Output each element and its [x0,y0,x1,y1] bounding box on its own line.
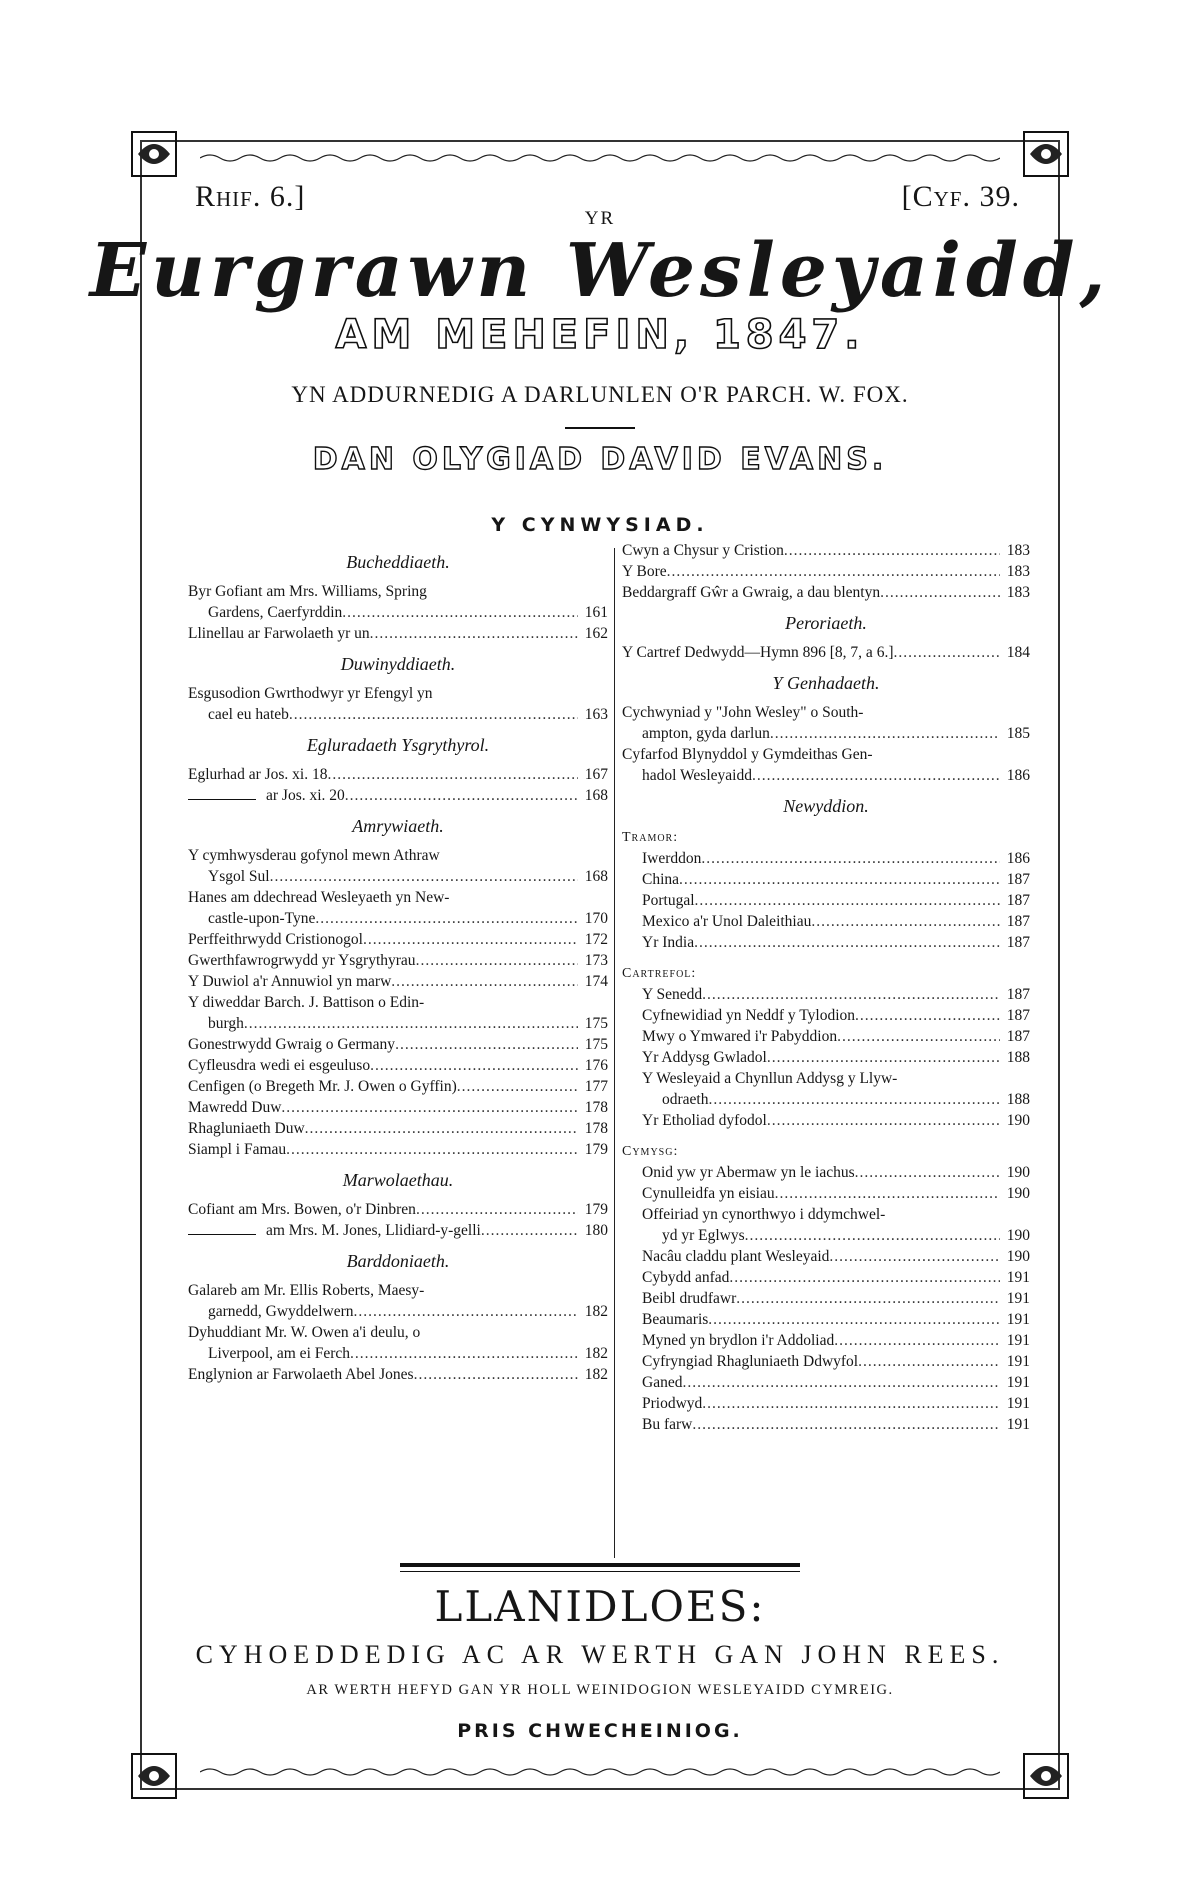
toc-entry: am Mrs. M. Jones, Llidiard-y-gelli ..... 180 [188,1220,608,1241]
volume-number: [Cyf. 39. [901,180,1020,213]
toc-entry: Bu farw ..... 191 [622,1414,1030,1435]
section-heading: Marwolaethau. [342,1170,454,1190]
illustration-note: YN ADDURNEDIG A DARLUNLEN O'R PARCH. W. FOX. [291,382,909,407]
magazine-title: Eurgrawn Wesleyaidd, [89,228,1111,314]
toc-entry: Cyfarfod Blynyddol y Gymdeithas Gen- hadol Wesleyaidd ..... 186 [622,744,1030,786]
contents-heading: Y CYNWYSIAD. [491,514,709,536]
contents-right-column [622,540,1030,1435]
toc-entry: Rhagluniaeth Duw ..... 178 [188,1118,608,1139]
toc-entry: ar Jos. xi. 20 ..... 168 [188,785,608,806]
toc-entry: Beaumaris ..... 191 [622,1309,1030,1330]
toc-entry: Iwerddon ..... 186 [622,848,1030,869]
bottom-wave-ornament [200,1766,1000,1778]
column-divider [614,548,615,1558]
toc-entry: Mexico a'r Unol Daleithiau ..... 187 [622,911,1030,932]
header-divider [565,427,635,429]
toc-entry: Eglurhad ar Jos. xi. 18 ..... 167 [188,764,608,785]
toc-entry: Galareb am Mr. Ellis Roberts, Maesy- garnedd, Gwyddelwern ..... 182 [188,1280,608,1322]
footer-rule [400,1563,800,1567]
toc-entry: Gonestrwydd Gwraig o Germany ..... 175 [188,1034,608,1055]
toc-entry: China ..... 187 [622,869,1030,890]
corner-ornament-icon [128,1750,180,1802]
top-wave-ornament [200,152,1000,164]
editor-line: DAN OLYGIAD DAVID EVANS. [312,442,888,477]
toc-entry: Y Bore ..... 183 [622,561,1030,582]
toc-entry: Priodwyd ..... 191 [622,1393,1030,1414]
section-heading: Peroriaeth. [785,613,867,633]
toc-entry: Cyfnewidiad yn Neddf y Tylodion ..... 187 [622,1005,1030,1026]
toc-entry: Perffeithrwydd Cristionogol ..... 172 [188,929,608,950]
toc-entry: Y Duwiol a'r Annuwiol yn marw ..... 174 [188,971,608,992]
publication-place: LLANIDLOES: [434,1582,766,1631]
toc-entry: Cenfigen (o Bregeth Mr. J. Owen o Gyffin) ..... 177 [188,1076,608,1097]
toc-entry: Beddargraff Gŵr a Gwraig, a dau blentyn ..... 183 [622,582,1030,603]
toc-entry: Mwy o Ymwared i'r Pabyddion ..... 187 [622,1026,1030,1047]
toc-entry: Y Cartref Dedwydd—Hymn 896 [8, 7, a 6.] ..... 184 [622,642,1030,663]
toc-entry: Dyhuddiant Mr. W. Owen a'i deulu, o Liverpool, am ei Ferch ..... 182 [188,1322,608,1364]
toc-entry: Y Senedd ..... 187 [622,984,1030,1005]
toc-entry: Cofiant am Mrs. Bowen, o'r Dinbren ..... 179 [188,1199,608,1220]
toc-entry: Hanes am ddechread Wesleyaeth yn New- castle-upon-Tyne ..... 170 [188,887,608,929]
corner-ornament-icon [1020,128,1072,180]
toc-entry: Y cymhwysderau gofynol mewn Athraw Ysgol Sul ..... 168 [188,845,608,887]
corner-ornament-icon [128,128,180,180]
toc-entry: Cwyn a Chysur y Cristion ..... 183 [622,540,1030,561]
section-heading: Y Genhadaeth. [772,673,880,693]
section-heading: Egluradaeth Ysgrythyrol. [306,735,490,755]
toc-entry: Llinellau ar Farwolaeth yr un ..... 162 [188,623,608,644]
toc-entry: Yr Addysg Gwladol ..... 188 [622,1047,1030,1068]
toc-entry: Cynulleidfa yn eisiau ..... 190 [622,1183,1030,1204]
toc-entry: Beibl drudfawr ..... 191 [622,1288,1030,1309]
toc-entry: Yr Etholiad dyfodol ..... 190 [622,1110,1030,1131]
toc-entry: Ganed ..... 191 [622,1372,1030,1393]
contents-left-column [188,540,608,1385]
toc-entry: Portugal ..... 187 [622,890,1030,911]
toc-entry: Englynion ar Farwolaeth Abel Jones ..... 182 [188,1364,608,1385]
title-article: YR [584,208,616,229]
toc-entry: Cychwyniad y "John Wesley" o South- ampton, gyda darlun ..... 185 [622,702,1030,744]
toc-entry: Cyfleusdra wedi ei esgeuluso ..... 176 [188,1055,608,1076]
issue-date: AM MEHEFIN, 1847. [335,312,865,358]
toc-entry: Nacâu claddu plant Wesleyaid ..... 190 [622,1246,1030,1267]
toc-entry: Myned yn brydlon i'r Addoliad ..... 191 [622,1330,1030,1351]
section-heading: Amrywiaeth. [352,816,444,836]
toc-entry: Byr Gofiant am Mrs. Williams, Spring Gardens, Caerfyrddin ..... 161 [188,581,608,623]
toc-entry: Siampl i Famau ..... 179 [188,1139,608,1160]
toc-entry: Cyfryngiad Rhagluniaeth Ddwyfol ..... 191 [622,1351,1030,1372]
footer-rule [400,1571,800,1572]
group-heading: Cymysg: [622,1144,679,1159]
toc-entry: Offeiriad yn cynorthwyo i ddymchwel- yd yr Eglwys ..... 190 [622,1204,1030,1246]
toc-entry: Onid yw yr Abermaw yn le iachus ..... 190 [622,1162,1030,1183]
toc-entry: Esgusodion Gwrthodwyr yr Efengyl yn cael eu hateb ..... 163 [188,683,608,725]
also-sold-line: AR WERTH HEFYD GAN YR HOLL WEINIDOGION WESLEYAIDD CYMREIG. [306,1682,894,1698]
toc-entry: Y diweddar Barch. J. Battison o Edin- burgh ..... 175 [188,992,608,1034]
section-heading: Bucheddiaeth. [346,552,450,572]
toc-entry: Gwerthfawrogrwydd yr Ysgrythyrau ..... 173 [188,950,608,971]
group-heading: Cartrefol: [622,966,697,981]
corner-ornament-icon [1020,1750,1072,1802]
price-line: PRIS CHWECHEINIOG. [457,1720,743,1742]
toc-entry: Y Wesleyaid a Chynllun Addysg y Llyw- odraeth ..... 188 [622,1068,1030,1110]
section-heading: Duwinyddiaeth. [340,654,456,674]
publisher-line: CYHOEDDEDIG AC AR WERTH GAN JOHN REES. [195,1640,1005,1669]
section-heading: Barddoniaeth. [346,1251,450,1271]
toc-entry: Mawredd Duw ..... 178 [188,1097,608,1118]
toc-entry: Cybydd anfad ..... 191 [622,1267,1030,1288]
issue-number: Rhif. 6.] [195,180,306,213]
ditto-dash [188,1234,256,1235]
ditto-dash [188,799,256,800]
group-heading: Tramor: [622,830,679,845]
toc-entry: Yr India ..... 187 [622,932,1030,953]
section-heading: Newyddion. [783,796,869,816]
